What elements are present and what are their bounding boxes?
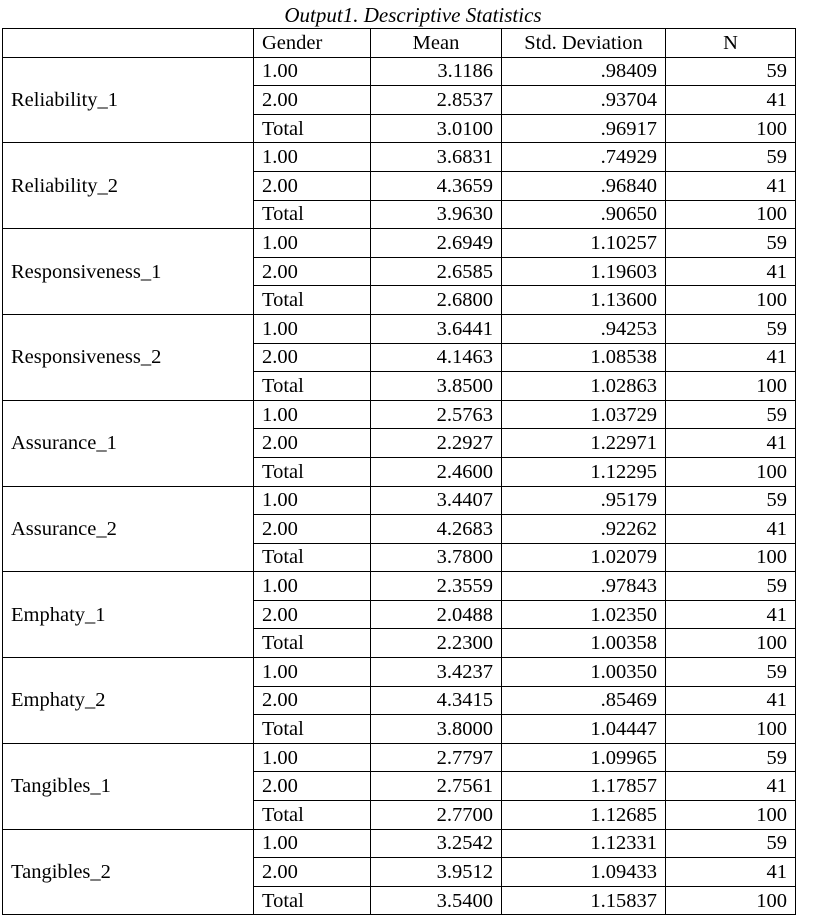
mean-cell: 3.1186 (371, 57, 502, 86)
std-deviation-cell: 1.08538 (502, 343, 666, 372)
std-deviation-cell: .96840 (502, 171, 666, 200)
n-cell: 59 (666, 314, 796, 343)
table-row (3, 486, 796, 515)
mean-cell: 3.9630 (371, 200, 502, 229)
mean-cell: 3.9512 (371, 858, 502, 887)
std-deviation-cell: 1.22971 (502, 429, 666, 458)
gender-cell: 2.00 (254, 171, 371, 200)
gender-cell: 2.00 (254, 86, 371, 115)
mean-cell: 3.8500 (371, 372, 502, 401)
gender-cell: Total (254, 114, 371, 143)
std-deviation-cell: 1.12685 (502, 801, 666, 830)
mean-cell: 2.8537 (371, 86, 502, 115)
std-deviation-cell: .85469 (502, 686, 666, 715)
gender-cell: 2.00 (254, 772, 371, 801)
std-deviation-cell: .98409 (502, 57, 666, 86)
table-row (3, 143, 796, 172)
n-cell: 41 (666, 515, 796, 544)
header-variable (3, 29, 254, 58)
mean-cell: 3.2542 (371, 829, 502, 858)
n-cell: 100 (666, 715, 796, 744)
mean-cell: 2.5763 (371, 400, 502, 429)
table-caption: Output1. Descriptive Statistics (284, 3, 542, 27)
gender-cell: 2.00 (254, 343, 371, 372)
gender-cell: Total (254, 457, 371, 486)
mean-cell: 3.7800 (371, 543, 502, 572)
std-deviation-cell: .97843 (502, 572, 666, 601)
std-deviation-cell: .94253 (502, 314, 666, 343)
mean-cell: 3.5400 (371, 886, 502, 915)
gender-cell: 1.00 (254, 314, 371, 343)
gender-cell: Total (254, 801, 371, 830)
table-row (3, 314, 796, 343)
variable-name: Assurance_2 (3, 486, 254, 572)
std-deviation-cell: 1.00350 (502, 658, 666, 687)
gender-cell: 2.00 (254, 686, 371, 715)
mean-cell: 2.2300 (371, 629, 502, 658)
header-n: N (666, 29, 796, 58)
n-cell: 59 (666, 229, 796, 258)
mean-cell: 3.6831 (371, 143, 502, 172)
table-row (3, 572, 796, 601)
mean-cell: 2.3559 (371, 572, 502, 601)
n-cell: 41 (666, 171, 796, 200)
variable-name: Reliability_1 (3, 57, 254, 143)
gender-cell: 1.00 (254, 229, 371, 258)
gender-cell: 2.00 (254, 600, 371, 629)
n-cell: 59 (666, 572, 796, 601)
std-deviation-cell: .96917 (502, 114, 666, 143)
mean-cell: 4.1463 (371, 343, 502, 372)
variable-name: Assurance_1 (3, 400, 254, 486)
gender-cell: 1.00 (254, 829, 371, 858)
mean-cell: 2.4600 (371, 457, 502, 486)
table-row (3, 400, 796, 429)
mean-cell: 2.7561 (371, 772, 502, 801)
gender-cell: 1.00 (254, 572, 371, 601)
n-cell: 59 (666, 57, 796, 86)
table-row (3, 829, 796, 858)
n-cell: 59 (666, 143, 796, 172)
n-cell: 59 (666, 400, 796, 429)
std-deviation-cell: .90650 (502, 200, 666, 229)
gender-cell: 2.00 (254, 429, 371, 458)
std-deviation-cell: 1.12295 (502, 457, 666, 486)
n-cell: 59 (666, 829, 796, 858)
table-row (3, 658, 796, 687)
std-deviation-cell: .93704 (502, 86, 666, 115)
std-deviation-cell: 1.03729 (502, 400, 666, 429)
variable-name: Emphaty_1 (3, 572, 254, 658)
mean-cell: 2.7797 (371, 743, 502, 772)
gender-cell: 1.00 (254, 57, 371, 86)
std-deviation-cell: .74929 (502, 143, 666, 172)
mean-cell: 3.8000 (371, 715, 502, 744)
mean-cell: 4.2683 (371, 515, 502, 544)
std-deviation-cell: 1.10257 (502, 229, 666, 258)
n-cell: 59 (666, 486, 796, 515)
gender-cell: 1.00 (254, 143, 371, 172)
header-std-deviation: Std. Deviation (502, 29, 666, 58)
mean-cell: 3.4407 (371, 486, 502, 515)
std-deviation-cell: 1.00358 (502, 629, 666, 658)
n-cell: 59 (666, 743, 796, 772)
mean-cell: 4.3659 (371, 171, 502, 200)
header-row (3, 29, 796, 58)
variable-name: Responsiveness_2 (3, 314, 254, 400)
gender-cell: 1.00 (254, 400, 371, 429)
gender-cell: 2.00 (254, 257, 371, 286)
n-cell: 100 (666, 200, 796, 229)
variable-name: Reliability_2 (3, 143, 254, 229)
n-cell: 100 (666, 886, 796, 915)
gender-cell: Total (254, 715, 371, 744)
mean-cell: 2.6800 (371, 286, 502, 315)
mean-cell: 3.4237 (371, 658, 502, 687)
n-cell: 59 (666, 658, 796, 687)
std-deviation-cell: .92262 (502, 515, 666, 544)
gender-cell: Total (254, 629, 371, 658)
gender-cell: Total (254, 200, 371, 229)
n-cell: 100 (666, 629, 796, 658)
gender-cell: Total (254, 886, 371, 915)
mean-cell: 2.2927 (371, 429, 502, 458)
n-cell: 41 (666, 86, 796, 115)
gender-cell: 1.00 (254, 658, 371, 687)
table-body (3, 57, 796, 915)
mean-cell: 3.6441 (371, 314, 502, 343)
mean-cell: 4.3415 (371, 686, 502, 715)
n-cell: 100 (666, 372, 796, 401)
std-deviation-cell: 1.19603 (502, 257, 666, 286)
n-cell: 100 (666, 543, 796, 572)
gender-cell: Total (254, 372, 371, 401)
gender-cell: 1.00 (254, 743, 371, 772)
n-cell: 41 (666, 600, 796, 629)
std-deviation-cell: 1.17857 (502, 772, 666, 801)
mean-cell: 3.0100 (371, 114, 502, 143)
mean-cell: 2.6585 (371, 257, 502, 286)
variable-name: Tangibles_2 (3, 829, 254, 915)
n-cell: 41 (666, 686, 796, 715)
mean-cell: 2.6949 (371, 229, 502, 258)
gender-cell: Total (254, 543, 371, 572)
header-mean: Mean (371, 29, 502, 58)
gender-cell: Total (254, 286, 371, 315)
gender-cell: 2.00 (254, 515, 371, 544)
n-cell: 41 (666, 343, 796, 372)
n-cell: 41 (666, 858, 796, 887)
std-deviation-cell: 1.02079 (502, 543, 666, 572)
n-cell: 100 (666, 286, 796, 315)
variable-name: Tangibles_1 (3, 743, 254, 829)
n-cell: 100 (666, 801, 796, 830)
gender-cell: 1.00 (254, 486, 371, 515)
table-row (3, 57, 796, 86)
std-deviation-cell: 1.02350 (502, 600, 666, 629)
std-deviation-cell: 1.15837 (502, 886, 666, 915)
std-deviation-cell: 1.12331 (502, 829, 666, 858)
variable-name: Responsiveness_1 (3, 229, 254, 315)
n-cell: 100 (666, 457, 796, 486)
n-cell: 100 (666, 114, 796, 143)
mean-cell: 2.7700 (371, 801, 502, 830)
gender-cell: 2.00 (254, 858, 371, 887)
std-deviation-cell: 1.09965 (502, 743, 666, 772)
n-cell: 41 (666, 772, 796, 801)
std-deviation-cell: 1.13600 (502, 286, 666, 315)
std-deviation-cell: .95179 (502, 486, 666, 515)
descriptive-statistics-table (2, 28, 796, 915)
variable-name: Emphaty_2 (3, 658, 254, 744)
std-deviation-cell: 1.09433 (502, 858, 666, 887)
table-row (3, 743, 796, 772)
header-gender: Gender (254, 29, 371, 58)
table-row (3, 229, 796, 258)
n-cell: 41 (666, 257, 796, 286)
std-deviation-cell: 1.02863 (502, 372, 666, 401)
mean-cell: 2.0488 (371, 600, 502, 629)
n-cell: 41 (666, 429, 796, 458)
std-deviation-cell: 1.04447 (502, 715, 666, 744)
